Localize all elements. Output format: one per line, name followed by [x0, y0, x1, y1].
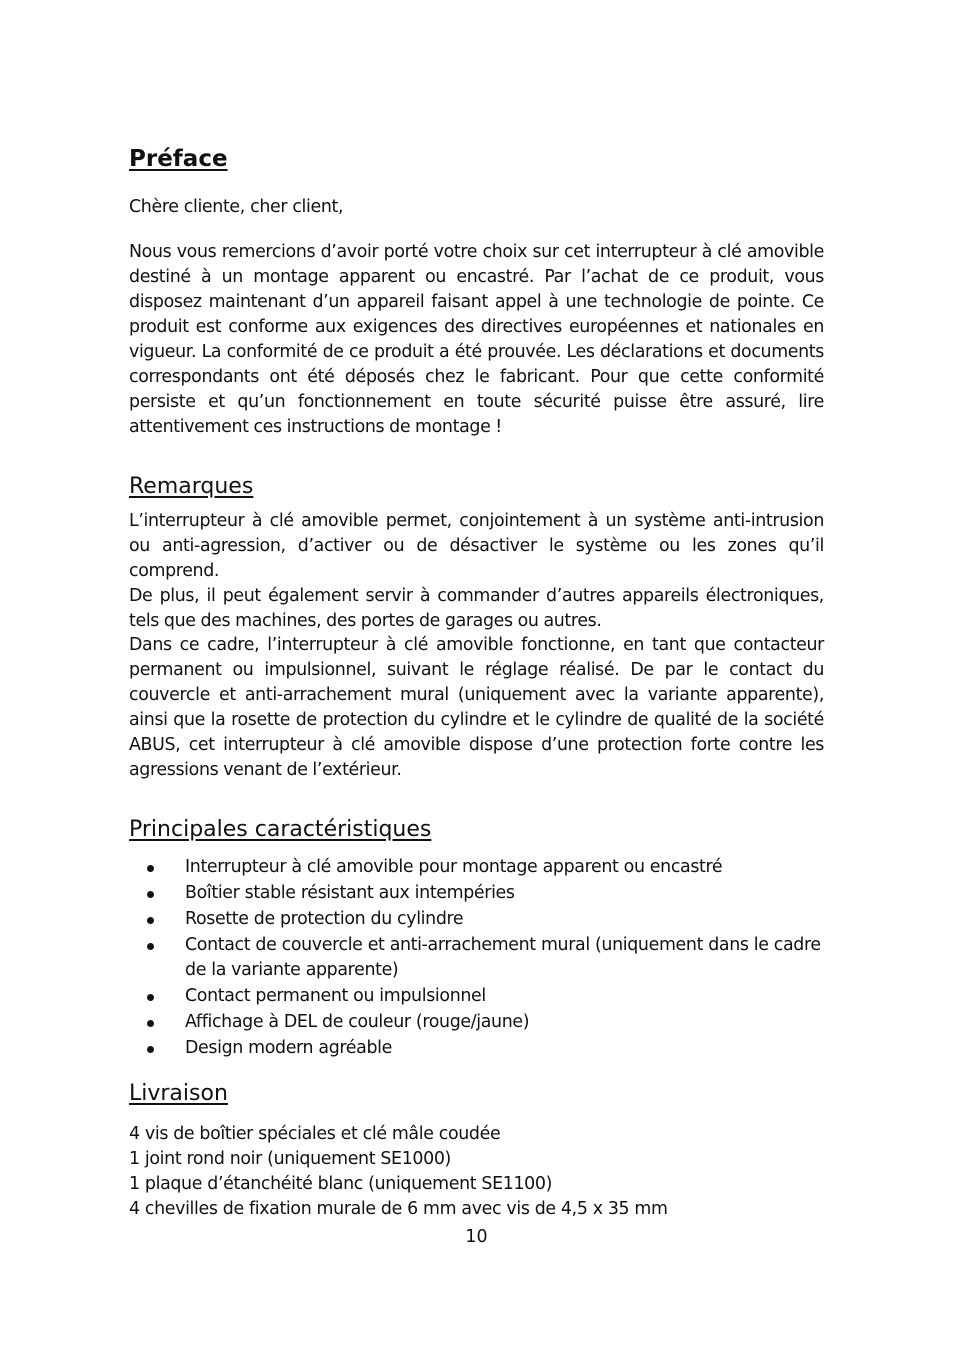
list-item — [129, 855, 824, 880]
remarques-paragraph-1: L’interrupteur à clé amovible permet, conjointement à un système anti-intrusion ou anti-agression, d’activer ou de désactiver le système ou les zones qu’il comprend. — [129, 511, 824, 581]
list-item-text: Rosette de protection du cylindre — [185, 909, 464, 929]
remarques-paragraph-3: Dans ce cadre, l’interrupteur à clé amovible fonctionne, en tant que contacteur permanent ou impulsionnel, suivant le réglage réalisé. De par le contact du couvercle et anti-arrachement mural (uniquement avec la variante apparente), ainsi que la rosette de protection du cylindre et le cylindre de qualité de la société ABUS, cet interrupteur à clé amovible dispose d’une protection forte contre les agressions venant de l’extérieur. — [129, 635, 824, 780]
list-item-text: Interrupteur à clé amovible pour montage apparent ou encastré — [185, 857, 723, 877]
list-item — [129, 1010, 824, 1035]
preface-heading: Préface — [129, 146, 228, 172]
livraison-heading: Livraison — [129, 1081, 228, 1106]
bullet-icon — [147, 891, 154, 898]
livraison-line-1: 4 vis de boîtier spéciales et clé mâle coudée — [129, 1124, 501, 1144]
bullet-icon — [147, 1020, 154, 1027]
livraison-line-3: 1 plaque d’étanchéité blanc (uniquement SE1100) — [129, 1174, 553, 1194]
remarques-paragraph-2: De plus, il peut également servir à commander d’autres appareils électroniques, tels que des machines, des portes de garages ou autres. — [129, 586, 824, 631]
list-item — [129, 907, 824, 932]
salutation: Chère cliente, cher client, — [129, 197, 344, 217]
list-item — [129, 984, 824, 1009]
features-list — [129, 855, 824, 1062]
list-item-text: Design modern agréable — [185, 1038, 392, 1058]
list-item — [129, 1036, 824, 1061]
list-item-text: Boîtier stable résistant aux intempéries — [185, 883, 515, 903]
bullet-icon — [147, 865, 154, 872]
page-number: 10 — [465, 1227, 488, 1247]
preface-body: Nous vous remercions d’avoir porté votre choix sur cet interrupteur à clé amovible destiné à un montage apparent ou encastré. Par l’achat de ce produit, vous disposez maintenant d’un appareil faisant appel à une technologie de pointe. Ce produit est conforme aux exigences des directives européennes et nationales en vigueur. La conformité de ce produit a été prouvée. Les déclarations et documents correspondants ont été déposés chez le fabricant. Pour que cette conformité persiste et qu’un fonctionnement en toute sécurité puisse être assuré, lire attentivement ces instructions de montage ! — [129, 242, 824, 437]
remarques-heading: Remarques — [129, 474, 254, 499]
list-item-text: Contact permanent ou impulsionnel — [185, 986, 486, 1006]
list-item-text: Affichage à DEL de couleur (rouge/jaune) — [185, 1012, 530, 1032]
livraison-line-2: 1 joint rond noir (uniquement SE1000) — [129, 1149, 451, 1169]
bullet-icon — [147, 917, 154, 924]
features-heading: Principales caractéristiques — [129, 817, 432, 842]
bullet-icon — [147, 1046, 154, 1053]
list-item-text: Contact de couvercle et anti-arrachement mural (uniquement dans le cadre de la variante apparente) — [185, 935, 821, 980]
bullet-icon — [147, 943, 154, 950]
livraison-line-4: 4 chevilles de fixation murale de 6 mm avec vis de 4,5 x 35 mm — [129, 1199, 668, 1219]
bullet-icon — [147, 994, 154, 1001]
list-item — [129, 881, 824, 906]
list-item — [129, 933, 824, 983]
